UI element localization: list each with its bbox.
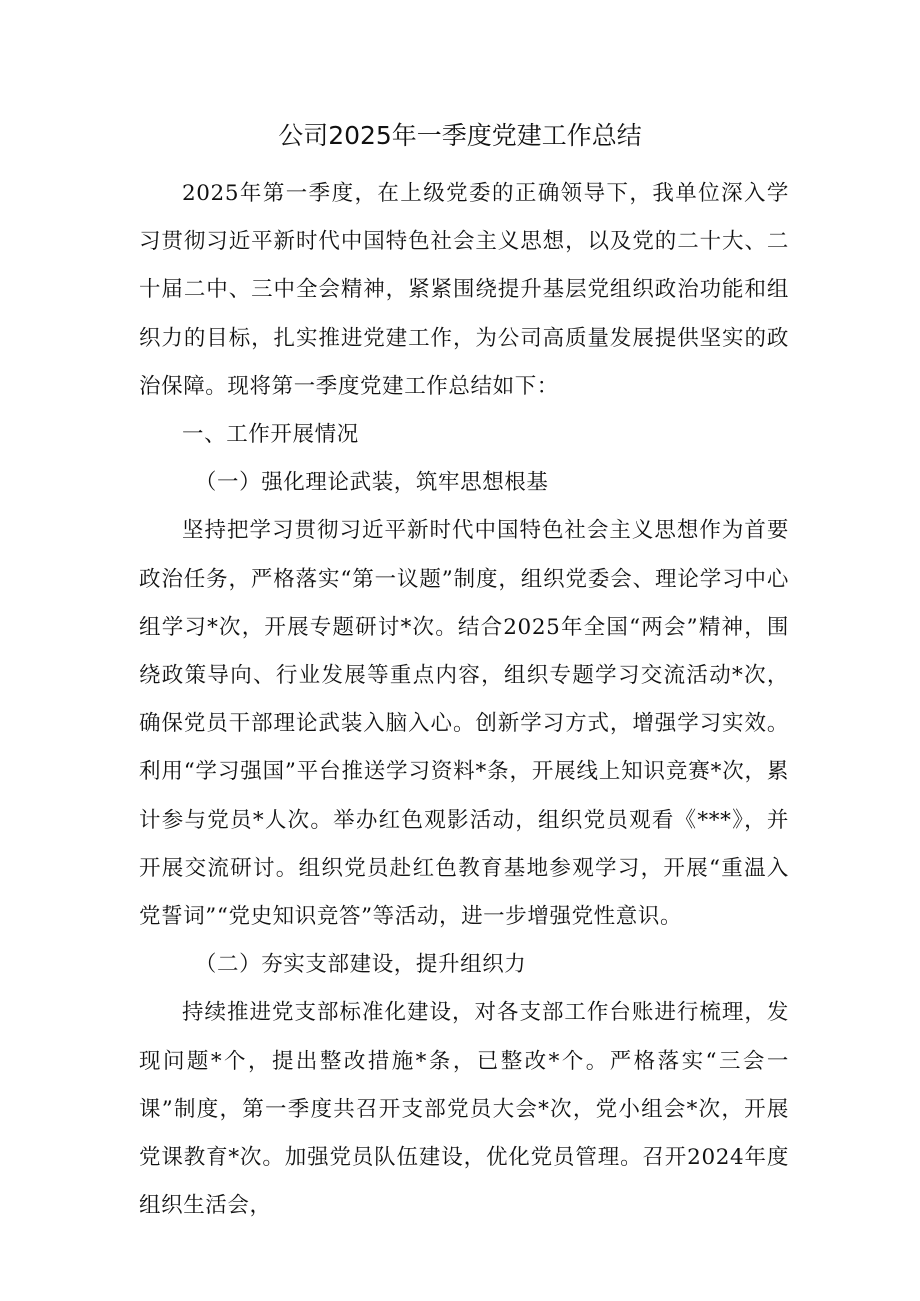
subsection-heading-theory: （一）强化理论武装，筑牢思想根基 [194, 470, 549, 496]
section-heading-work-progress: 一、工作开展情况 [182, 422, 359, 448]
subsection-heading-branch: （二）夯实支部建设，提升组织力 [194, 952, 527, 978]
subsection-body-branch: 持续推进党支部标准化建设，对各支部工作台账进行梳理，发现问题*个，提出整改措施*条，已整改*个。严格落实“三会一课”制度，第一季度共召开支部党员大会*次，党小组会*次，开展党课教育*次。加强党员队伍建设，优化党员管理。召开2024年度组织生活会， [139, 1000, 789, 1219]
document-title: 公司2025年一季度党建工作总结 [278, 121, 642, 150]
document-body [139, 170, 789, 1230]
intro-paragraph: 2025年第一季度，在上级党委的正确领导下，我单位深入学习贯彻习近平新时代中国特色社会主义思想，以及党的二十大、二十届二中、三中全会精神，紧紧围绕提升基层党组织政治功能和组织力的目标，扎实推进党建工作，为公司高质量发展提供坚实的政治保障。现将第一季度党建工作总结如下： [139, 181, 789, 399]
subsection-body-theory: 坚持把学习贯彻习近平新时代中国特色社会主义思想作为首要政治任务，严格落实“第一议题”制度，组织党委会、理论学习中心组学习*次，开展专题研讨*次。结合2025年全国“两会”精神，围绕政策导向、行业发展等重点内容，组织专题学习交流活动*次，确保党员干部理论武装入脑入心。创新学习方式，增强学习实效。利用“学习强国”平台推送学习资料*条，开展线上知识竞赛*次，累计参与党员*人次。举办红色观影活动，组织党员观看《***》，并开展交流研讨。组织党员赴红色教育基地参观学习，开展“重温入党誓词”“党史知识竞答”等活动，进一步增强党性意识。 [139, 518, 789, 930]
